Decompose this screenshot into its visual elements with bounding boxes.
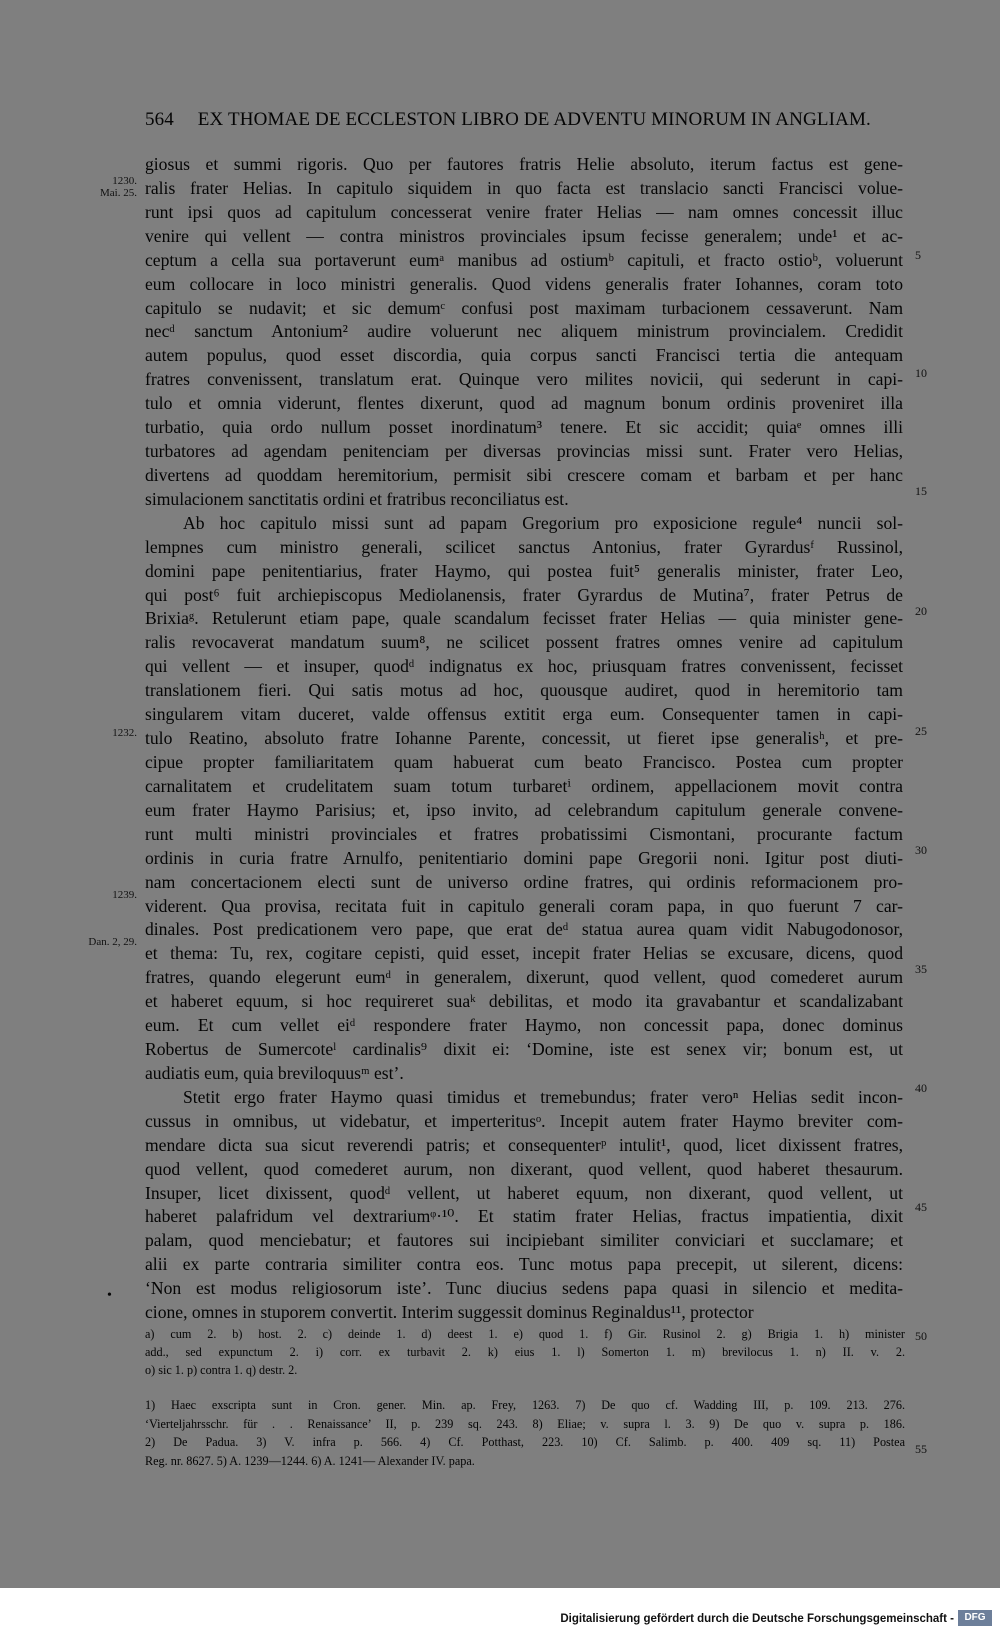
text-line: Insuper, licet dixissent, quodᵈ vellent, ut haberet equum, non dixerant, quod vellent, ut	[145, 1182, 903, 1203]
footnote-line: Reg. nr. 8627. 5) A. 1239—1244. 6) A. 1241— Alexander IV. papa.	[145, 1453, 475, 1468]
text-line: simulacionem sanctitatis ordini et fratribus reconciliatus est.	[145, 488, 569, 509]
apparatus-line: o) sic 1. p) contra 1. q) destr. 2.	[145, 1363, 298, 1377]
text-line: et haberet equum, si hoc requireret suaᵏ debilitas, et modo ita gravabantur et scandalizabant	[145, 991, 903, 1012]
apparatus-line: a) cum 2. b) host. 2. c) deinde 1. d) deest 1. e) quod 1. f) Gir. Rusinol 2. g) Brigia 1. h) minister	[145, 1327, 905, 1341]
margin-date: 1232.	[112, 727, 137, 739]
text-line: qui post⁶ fuit archiepiscopus Mediolanensis, frater Gyrardus de Mutina⁷, frater Petrus de	[145, 584, 903, 605]
text-line: runt multi ministri provinciales et fratres probatissimi Cismontani, procurante factum	[145, 823, 903, 844]
text-line: domini pape penitentiarius, frater Haymo, qui postea fuit⁵ generalis minister, frater Leo,	[145, 560, 903, 581]
line-number: 10	[915, 366, 927, 380]
line-number: 40	[915, 1081, 927, 1095]
text-line: nam concertacionem electi sunt de universo ordine fratres, qui ordinis reformacionem pro-	[145, 871, 903, 892]
text-line: audiatis eum, quia breviloquusᵐ est’.	[145, 1062, 404, 1083]
line-number: 5	[915, 248, 921, 262]
line-number: 45	[915, 1200, 927, 1214]
dfg-logo: DFG	[958, 1610, 992, 1626]
text-line: tulo et omnia viderunt, flentes dixerunt, quod ad magnum bonum ordinis proveniret illa	[145, 393, 903, 414]
margin-dot: •	[107, 1288, 112, 1303]
footnote-line: 1) Haec exscripta sunt in Cron. gener. Min. ap. Frey, 1263. 7) De quo cf. Wadding III, p. 109. 213. 276.	[145, 1398, 905, 1412]
line-number: 25	[915, 724, 927, 738]
text-line: ralis frater Helias. In capitulo siquidem in quo facta est translacio sancti Francisci volue-	[145, 177, 903, 198]
text-line: palam, quod menciebatur; et fautores sui incipiebant similiter conviciari et succlamare; et	[145, 1230, 903, 1251]
page-number: 564	[145, 109, 174, 130]
text-line: autem populus, quod esset discordia, quia corpus sancti Francisci tertia die antequam	[145, 345, 903, 366]
text-line: singularem vitam duceret, valde offensus extitit erga eum. Consequenter tamen in capi-	[145, 704, 903, 725]
credit-bar	[0, 1588, 1000, 1635]
margin-date: 1230.	[112, 175, 137, 187]
text-line: Ab hoc capitulo missi sunt ad papam Gregorium pro exposicione regule⁴ nuncii sol-	[183, 512, 903, 533]
text-line: lempnes cum ministro generali, scilicet sanctus Antonius, frater Gyrardusᶠ Russinol,	[145, 536, 903, 557]
text-line: ‘Non est modus religiosorum iste’. Tunc diucius sedens papa quasi in silencio et medita-	[145, 1278, 903, 1299]
line-number: 35	[915, 962, 927, 976]
text-line: giosus et summi rigoris. Quo per fautores fratris Helie absoluto, iterum factus est gene-	[145, 154, 903, 174]
funding-credit: Digitalisierung gefördert durch die Deutsche Forschungsgemeinschaft -	[560, 1613, 954, 1625]
text-line: turbatores ad agendam penitenciam per diversas provincias missi sunt. Frater vero Helias,	[145, 441, 903, 462]
text-line: fratres, quando elegerunt eumᵈ in generalem, dixerunt, quod vellent, quod comederet aurum	[145, 967, 903, 988]
margin-reference: Dan. 2, 29.	[88, 936, 137, 948]
text-line: et thema: Tu, rex, cogitare cepisti, quid esset, incepit frater Helias se excusare, dicens, quod	[145, 943, 903, 964]
footnote-line: ‘Vierteljahrsschr. für . . Renaissance’ II, p. 239 sq. 243. 8) Eliae; v. supra l. 3. 9) De quo v. supra p. 186.	[145, 1416, 905, 1431]
text-line: turbatio, quia ordo nullum posset inordinatum³ tenere. Et sic accidit; quiaᵉ omnes illi	[145, 417, 903, 438]
text-line: translationem fieri. Qui satis motus ad hoc, quousque audiret, quod in heremitorio tam	[145, 680, 903, 701]
text-line: capitulo se nudavit; et sic demumᶜ confusi post maximam turbacionem cessaverunt. Nam	[145, 297, 903, 318]
text-line: quod vellent, quod comederet aurum, non dixerant, quod vellent, quod haberet thesaurum.	[145, 1158, 903, 1179]
text-line: haberet palafridum vel dextrariumᵠ·¹⁰. Et statim frater Helias, fractus impatientia, dixit	[145, 1206, 903, 1227]
text-line: necᵈ sanctum Antonium² audire voluerunt nec aliquem ministrum provincialem. Credidit	[145, 321, 903, 342]
text-line: Brixiaᵍ. Retulerunt etiam pape, quale scandalum fecisset frater Helias — quia minister gene-	[145, 608, 903, 629]
margin-date: Mai. 25.	[100, 187, 137, 199]
text-line: mendare dicta sua sicut reverendi patris; et consequenterᵖ intulit¹, quod, licet dixissent fratres,	[145, 1134, 903, 1155]
line-number: 20	[915, 604, 927, 618]
text-line: viderent. Qua provisa, recitata fuit in capitulo generali coram papa, in quo fuerunt 7 car-	[145, 895, 903, 916]
apparatus-line: add., sed expunctum 2. i) corr. ex turbavit 2. k) eius 1. l) Somerton 1. m) brevilocus 1. n) II. v. 2.	[145, 1345, 905, 1359]
text-line: Robertus de Sumercoteˡ cardinalis⁹ dixit ei: ‘Domine, iste est senex vir; bonum est, ut	[145, 1039, 903, 1060]
text-line: dinales. Post predicationem vero pape, que erat deᵈ statua aurea quam vidit Nabugodonosor,	[145, 919, 903, 940]
text-line: eum. Et cum vellet eiᵈ respondere frater Haymo, non concessit papa, donec dominus	[145, 1015, 903, 1036]
text-line: eum frater Haymo Parisius; et, ipso invito, ad celebrandum capitulum generale convene-	[145, 799, 903, 820]
line-number: 30	[915, 843, 927, 857]
line-number: 15	[915, 484, 927, 498]
running-title: EX THOMAE DE ECCLESTON LIBRO DE ADVENTU MINORUM IN ANGLIAM.	[197, 109, 871, 130]
text-line: ceptum a cella sua portaverunt eumᵃ manibus ad ostiumᵇ capituli, et fracto ostioᵇ, voluerunt	[145, 249, 903, 270]
text-line: Stetit ergo frater Haymo quasi timidus et tremebundus; frater veroⁿ Helias sedit incon-	[183, 1086, 903, 1107]
text-line: ordinis in curia fratre Arnulfo, penitentiario domini pape Gregorii noni. Igitur post diuti-	[145, 847, 903, 868]
text-line: tulo Reatino, absoluto fratre Iohanne Parente, concessit, ut fieret ipse generalisʰ, et pre-	[145, 728, 903, 749]
text-line: cipue propter familiaritatem quam habuerat cum beato Francisco. Postea cum propter	[145, 752, 903, 772]
text-line: carnalitatem et crudelitatem suam totum turbaretⁱ ordinem, appellacionem movit contra	[145, 775, 903, 796]
footnote-line: 2) De Padua. 3) V. infra p. 566. 4) Cf. Potthast, 223. 10) Cf. Salimb. p. 400. 409 sq. 11) Postea	[145, 1435, 905, 1449]
text-line: alii ex parte contraria similiter contra eos. Tunc motus papa precepit, ut silerent, dicens:	[145, 1254, 903, 1275]
line-number: 55	[915, 1442, 927, 1456]
margin-date: 1239.	[112, 889, 137, 901]
text-line: runt ipsi quos ad capitulum concesserat venire frater Helias — nam omnes concessit illuc	[145, 201, 903, 222]
text-line: cussus in omnibus, ut videbatur, et imperteritusᵒ. Incepit autem frater Haymo breviter com-	[145, 1110, 903, 1131]
running-header	[145, 109, 871, 131]
text-line: fratres convenissent, translatum erat. Quinque vero milites novicii, qui sederunt in capi-	[145, 369, 903, 390]
text-line: eum collocare in loco ministri generalis. Quod videns generalis frater Iohannes, coram toto	[145, 273, 903, 294]
line-number: 50	[915, 1329, 927, 1343]
text-line: ralis revocaverat mandatum suum⁸, ne scilicet possent fratres omnes venire ad capitulum	[145, 632, 903, 653]
text-line: qui vellent — et insuper, quodᵈ indignatus ex hoc, priusquam fratres convenissent, fecisset	[145, 656, 903, 677]
text-line: divertens ad quoddam heremitorium, permisit sibi crescere comam et barbam et per hanc	[145, 464, 903, 485]
text-line: venire qui vellent — contra ministros provinciales ipsum fecisse generalem; unde¹ et ac-	[145, 225, 903, 246]
text-line: cione, omnes in stuporem convertit. Interim suggessit dominus Reginaldus¹¹, protector	[145, 1302, 754, 1323]
